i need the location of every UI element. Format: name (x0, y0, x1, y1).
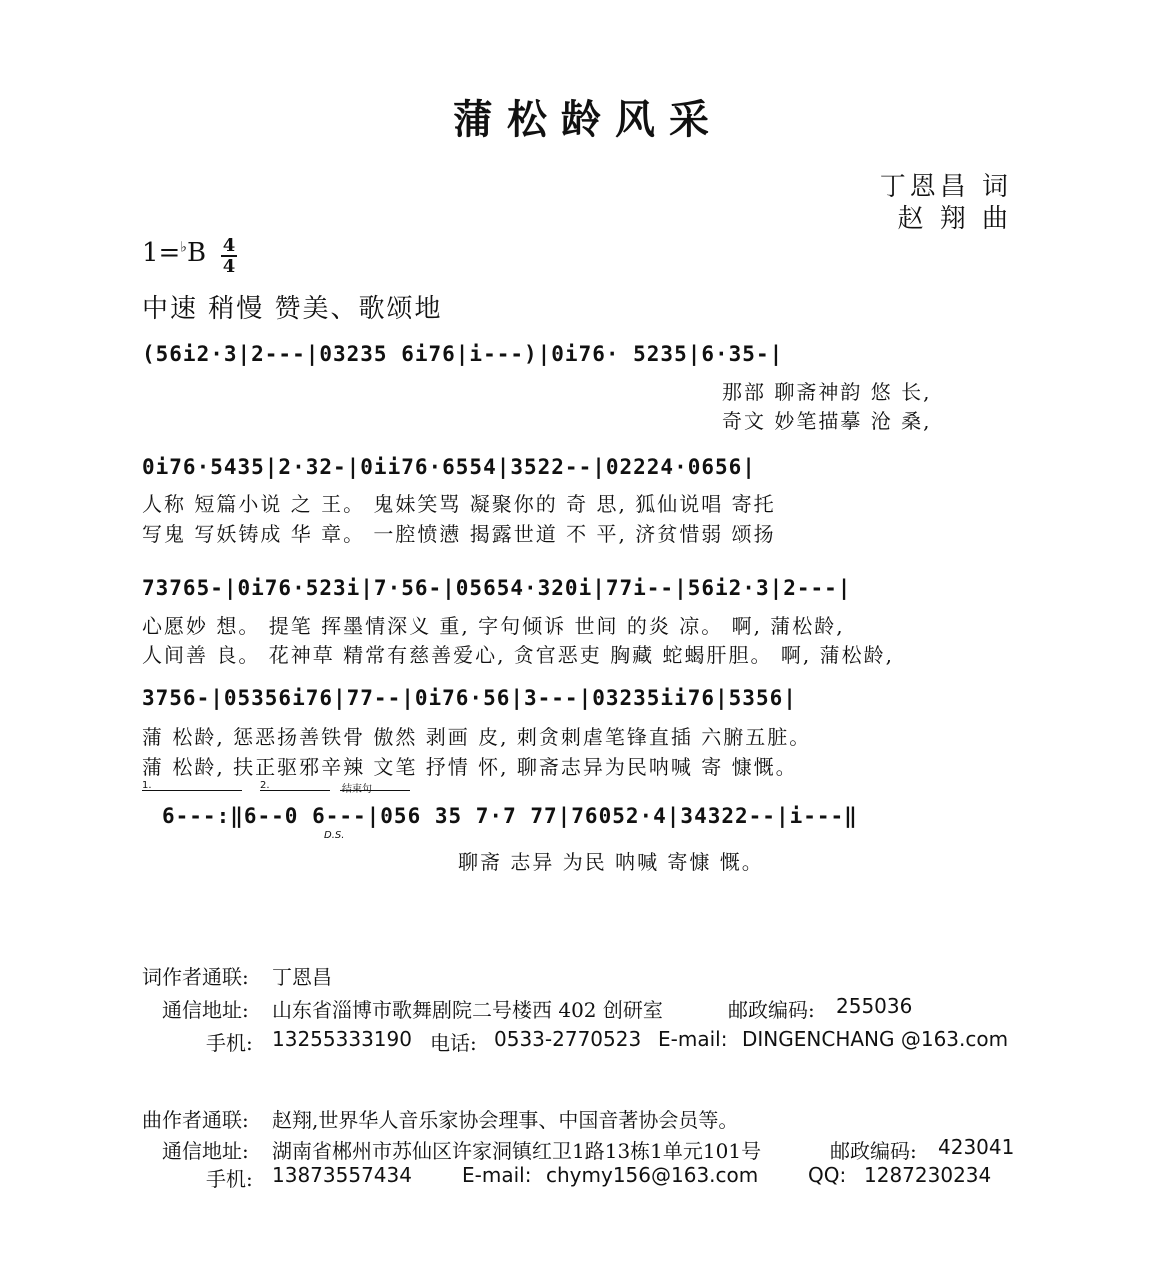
composer-email[interactable]: chymy156@163.com (546, 1163, 759, 1187)
lyricist-zip: 255036 (836, 994, 913, 1018)
lyricist-email[interactable]: DINGENCHANG @163.com (742, 1027, 1009, 1051)
composer-email-label: E-mail: (462, 1163, 532, 1187)
song-title: 蒲松龄风采 (453, 96, 723, 143)
score-row-3-lyrics-verse2: 人间善 良。 花神草 精常有慈善爱心, 贪官恶吏 胸藏 蛇蝎肝胆。 啊, 蒲松龄, (142, 643, 894, 667)
score-row-3-lyrics-verse1: 心愿妙 想。 提笔 挥墨情深义 重, 字句倾诉 世间 的炎 凉。 啊, 蒲松龄, (142, 614, 845, 638)
composer-qq-label: QQ: (808, 1163, 847, 1187)
lyricist-address-label: 通信地址: (162, 998, 249, 1022)
composer-contact-label: 曲作者通联: (142, 1108, 249, 1132)
score-row-2-lyrics-verse2: 写鬼 写妖铸成 华 章。 一腔愤懑 揭露世道 不 平, 济贫惜弱 颂扬 (142, 522, 776, 546)
first-ending-mark: 1. (142, 780, 152, 791)
score-row-5-lyrics: 聊斋 志异 为民 呐喊 寄慷 慨。 (458, 850, 764, 874)
score-row-1-notes: (56i2·3|2---|03235 6i76|i---)|0i76· 5235|6·35-| (142, 342, 784, 366)
score-row-1-lyrics-verse1: 那部 聊斋神韵 悠 长, (722, 380, 932, 404)
lyricist-phone-label: 手机: (206, 1031, 253, 1055)
score-row-3-notes: 73765-|0i76·523i|7·56-|05654·320i|77i--|56i2·3|2---| (142, 576, 852, 600)
second-ending-mark: 2. (260, 780, 270, 791)
composer-phone: 13873557434 (272, 1163, 412, 1187)
score-row-4-lyrics-verse2: 蒲 松龄, 扶正驱邪辛辣 文笔 抒情 怀, 聊斋志异为民呐喊 寄 慷慨。 (142, 755, 798, 779)
flat-icon: ♭ (180, 239, 187, 256)
lyricist-tel: 0533-2770523 (494, 1027, 642, 1051)
composer-zip-label: 邮政编码: (830, 1139, 917, 1163)
time-signature: 4 4 (222, 235, 236, 277)
lyricist-credit: 丁恩昌 词 (879, 172, 1012, 202)
lyricist-contact-label: 词作者通联: (142, 965, 249, 989)
lyricist-name: 丁恩昌 (272, 965, 332, 989)
composer-name: 赵翔,世界华人音乐家协会理事、中国音著协会员等。 (272, 1108, 739, 1132)
score-row-2-lyrics-verse1: 人称 短篇小说 之 王。 鬼妹笑骂 凝聚你的 奇 思, 狐仙说唱 寄托 (142, 492, 776, 516)
dal-segno-mark: D.S. (324, 830, 345, 841)
first-ending-bracket (142, 790, 242, 791)
score-row-4-lyrics-verse1: 蒲 松龄, 惩恶扬善铁骨 傲然 剥画 皮, 刺贪刺虐笔锋直插 六腑五脏。 (142, 725, 812, 749)
composer-credit: 赵 翔 曲 (897, 204, 1012, 234)
second-ending-bracket (260, 790, 330, 791)
lyricist-phone: 13255333190 (272, 1027, 412, 1051)
coda-bracket (340, 790, 410, 791)
composer-qq: 1287230234 (864, 1163, 992, 1187)
key-signature: 1=♭B (142, 238, 207, 268)
score-row-1-lyrics-verse2: 奇文 妙笔描摹 沧 桑, (722, 409, 932, 433)
lyricist-zip-label: 邮政编码: (728, 998, 815, 1022)
composer-phone-label: 手机: (206, 1167, 253, 1191)
tempo-marking: 中速 稍慢 赞美、歌颂地 (142, 294, 443, 324)
lyricist-tel-label: 电话: (430, 1031, 477, 1055)
composer-address-label: 通信地址: (162, 1139, 249, 1163)
composer-zip: 423041 (938, 1135, 1015, 1159)
composer-address: 湖南省郴州市苏仙区许家洞镇红卫1路13栋1单元101号 (272, 1139, 762, 1163)
coda-label: 结束句 (342, 784, 372, 795)
lyricist-email-label: E-mail: (658, 1027, 728, 1051)
score-row-4-notes: 3756-|05356i76|77--|0i76·56|3---|03235ii76|5356| (142, 686, 797, 710)
score-row-5-notes: 6---:‖6--0 6---|056 35 7·7 77|76052·4|34322--|i---‖ (162, 804, 858, 828)
score-row-2-notes: 0i76·5435|2·32-|0ii76·6554|3522--|02224·0656| (142, 455, 756, 479)
lyricist-address: 山东省淄博市歌舞剧院二号楼西 402 创研室 (272, 998, 663, 1022)
